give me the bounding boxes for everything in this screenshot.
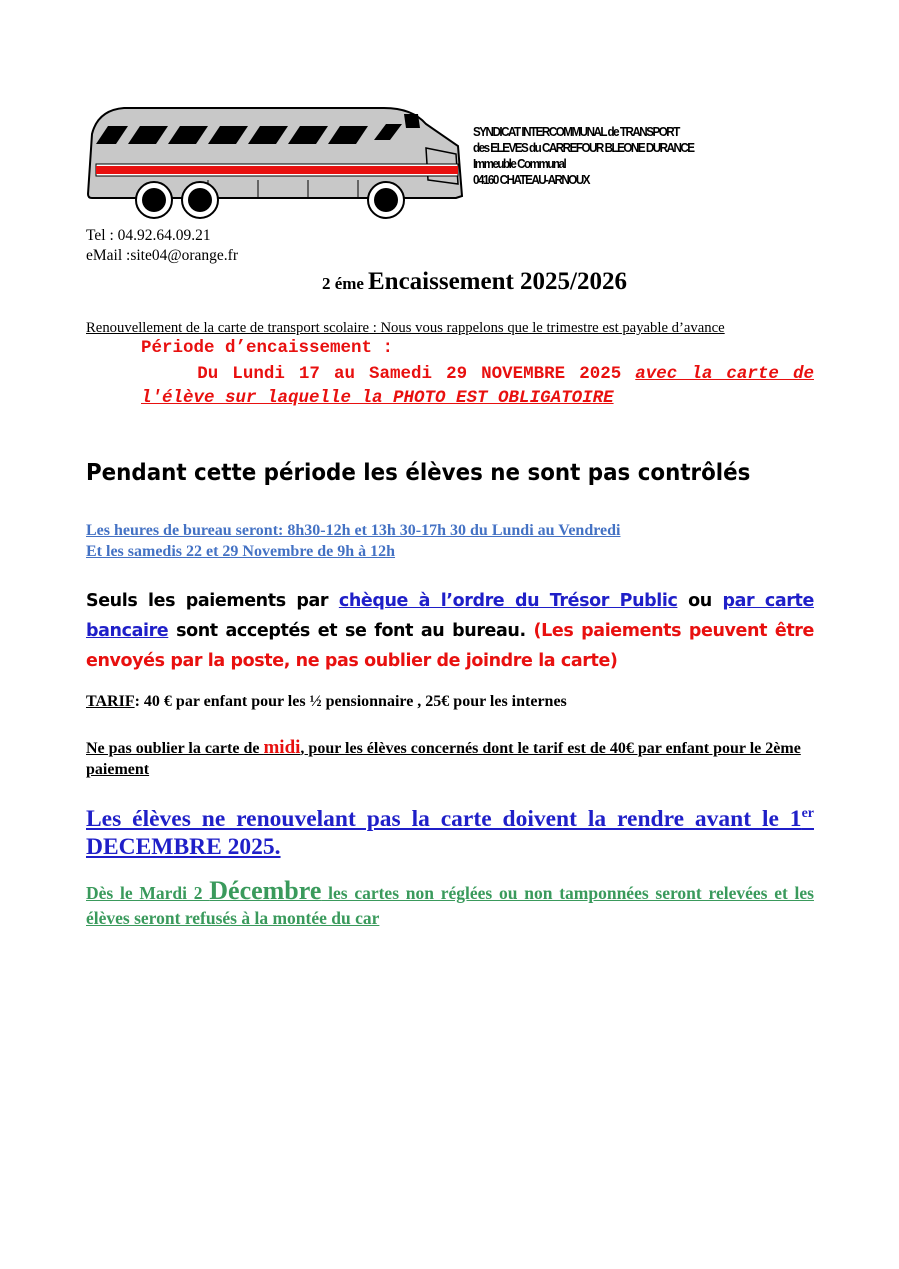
payment-text: ou — [677, 591, 723, 611]
card-return-text: Les élèves ne renouvelant pas la carte doivent la rendre avant le 1 — [86, 805, 802, 832]
org-name-line-1: SYNDICAT INTERCOMMUNAL de TRANSPORT — [473, 125, 679, 139]
refusal-notice — [86, 878, 814, 931]
midi-word: midi — [263, 737, 301, 758]
tarif-label: TARIF — [86, 693, 135, 710]
headline: Pendant cette période les élèves ne sont pas contrôlés — [86, 460, 751, 486]
period-label: Période d’encaissement : — [141, 338, 394, 358]
office-hours — [86, 520, 620, 562]
card-return-sup: er — [801, 806, 814, 821]
office-hours-saturday: Et les samedis 22 et 29 Novembre de 9h à 12h — [86, 543, 396, 560]
email: eMail :site04@orange.fr — [86, 247, 239, 264]
renewal-notice: Renouvellement de la carte de transport scolaire : Nous vous rappelons que le trimestre est payable d’avance — [86, 320, 725, 336]
office-hours-weekday: Les heures de bureau seront: 8h30-12h et 13h 30-17h 30 du Lundi au Vendredi — [86, 522, 621, 539]
payment-card: par carte — [722, 591, 814, 611]
page-title — [0, 268, 899, 296]
bus-logo — [84, 104, 466, 226]
card-return-notice — [86, 800, 814, 861]
organization-address — [473, 124, 710, 188]
payment-text: Seuls les paiements par — [86, 591, 339, 611]
payment-card-bancaire: bancaire — [86, 621, 169, 641]
midi-text: , pour les élèves concernés dont le tarif est de 40€ par enfant pour le 2ème paiement — [86, 740, 801, 778]
contact-info — [86, 226, 238, 266]
refusal-text: les cartes non réglées ou non tamponnées seront relevées et les élèves seront refusés à la montée du car — [86, 883, 814, 928]
org-name-line-2: des ELEVES du CARREFOUR BLEONE DURANCE — [473, 141, 694, 155]
period-dates — [141, 362, 814, 410]
title-prefix: 2 éme — [321, 274, 364, 293]
payment-text: sont acceptés et se font au bureau. — [168, 621, 534, 641]
org-address-line-2: 04160 CHATEAU-ARNOUX — [473, 173, 590, 187]
midi-text: Ne pas oublier la carte de — [86, 740, 264, 757]
title-main: Encaissement 2025/2026 — [367, 268, 628, 295]
payment-cheque: chèque à l’ordre du Trésor Public — [338, 591, 678, 611]
tarif-text: : 40 € par enfant pour les ½ pensionnaire , 25€ pour les internes — [134, 693, 567, 710]
phone: Tel : 04.92.64.09.21 — [86, 227, 211, 244]
period-date-range: Du Lundi 17 au Samedi 29 NOVEMBRE 2025 — [197, 364, 622, 384]
payment-methods — [86, 586, 814, 676]
period-condition: avec la carte de l'élève sur laquelle la PHOTO EST OBLIGATOIRE — [141, 364, 814, 408]
midi-reminder — [86, 737, 814, 780]
org-address-line-1: Immeuble Communal — [473, 157, 566, 171]
card-return-date: DECEMBRE 2025. — [86, 833, 281, 860]
payment-post-note: (Les paiements peuvent être envoyés par la poste, ne pas oublier de joindre la carte) — [86, 621, 814, 671]
refusal-month: Décembre — [209, 876, 322, 905]
tarif — [86, 693, 567, 711]
refusal-text: Dès le Mardi 2 — [86, 883, 210, 903]
